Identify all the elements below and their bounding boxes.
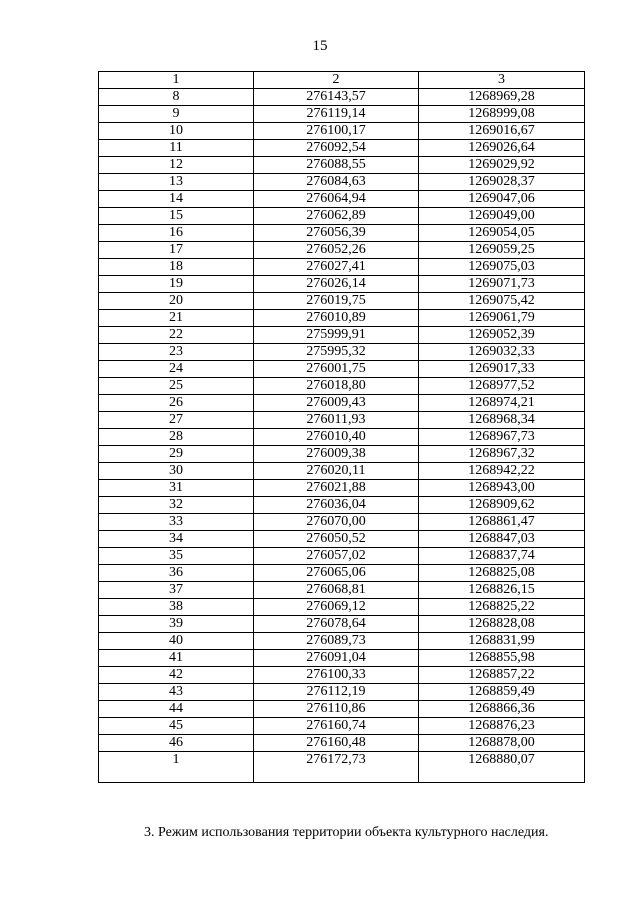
- cell-y-coordinate: 1269061,79: [419, 310, 585, 327]
- cell-point-number: 40: [99, 633, 254, 650]
- table-row: [99, 701, 585, 718]
- cell-y-coordinate: 1269028,37: [419, 174, 585, 191]
- cell-y-coordinate: 1268967,73: [419, 429, 585, 446]
- cell-point-number: 17: [99, 242, 254, 259]
- table-row: [99, 446, 585, 463]
- cell-y-coordinate: 1269049,00: [419, 208, 585, 225]
- page-number: 15: [312, 38, 328, 54]
- cell-x-coordinate: 276064,94: [254, 191, 419, 208]
- cell-x-coordinate: 276050,52: [254, 531, 419, 548]
- table-row: [99, 327, 585, 344]
- cell-point-number: 9: [99, 106, 254, 123]
- cell-point-number: 37: [99, 582, 254, 599]
- cell-point-number: 31: [99, 480, 254, 497]
- cell-y-coordinate: 1268855,98: [419, 650, 585, 667]
- table-row: [99, 89, 585, 106]
- table-row: [99, 514, 585, 531]
- cell-point-number: 13: [99, 174, 254, 191]
- table-row: [99, 497, 585, 514]
- cell-y-coordinate: 1268999,08: [419, 106, 585, 123]
- table-row: [99, 684, 585, 701]
- table-row: [99, 667, 585, 684]
- cell-point-number: 46: [99, 735, 254, 752]
- cell-x-coordinate: 275995,32: [254, 344, 419, 361]
- header-cell-y: 3: [419, 72, 585, 89]
- cell-x-coordinate: 276052,26: [254, 242, 419, 259]
- cell-point-number: 44: [99, 701, 254, 718]
- cell-x-coordinate: 276100,17: [254, 123, 419, 140]
- cell-point-number: 43: [99, 684, 254, 701]
- table-row: [99, 242, 585, 259]
- cell-point-number: 36: [99, 565, 254, 582]
- cell-x-coordinate: 276018,80: [254, 378, 419, 395]
- cell-y-coordinate: 1269071,73: [419, 276, 585, 293]
- cell-x-coordinate: 276088,55: [254, 157, 419, 174]
- cell-point-number: 10: [99, 123, 254, 140]
- table-row: [99, 463, 585, 480]
- cell-y-coordinate: 1269059,25: [419, 242, 585, 259]
- cell-x-coordinate: 276070,00: [254, 514, 419, 531]
- cell-x-coordinate: 276119,14: [254, 106, 419, 123]
- table-row: [99, 344, 585, 361]
- cell-point-number: 22: [99, 327, 254, 344]
- cell-point-number: 21: [99, 310, 254, 327]
- cell-x-coordinate: 276112,19: [254, 684, 419, 701]
- table-row: [99, 191, 585, 208]
- cell-y-coordinate: 1269075,03: [419, 259, 585, 276]
- cell-point-number: 14: [99, 191, 254, 208]
- cell-point-number: 28: [99, 429, 254, 446]
- cell-y-coordinate: 1268837,74: [419, 548, 585, 565]
- cell-y-coordinate: 1268857,22: [419, 667, 585, 684]
- cell-point-number: 11: [99, 140, 254, 157]
- table-row: [99, 599, 585, 616]
- cell-x-coordinate: 276026,14: [254, 276, 419, 293]
- cell-y-coordinate: 1268943,00: [419, 480, 585, 497]
- cell-point-number: 34: [99, 531, 254, 548]
- cell-x-coordinate: 276092,54: [254, 140, 419, 157]
- cell-y-coordinate: 1269017,33: [419, 361, 585, 378]
- cell-y-coordinate: 1268825,08: [419, 565, 585, 582]
- cell-point-number: 18: [99, 259, 254, 276]
- cell-point-number: 12: [99, 157, 254, 174]
- table-header-row: [99, 72, 585, 89]
- cell-x-coordinate: 276100,33: [254, 667, 419, 684]
- cell-x-coordinate: 276078,64: [254, 616, 419, 633]
- table-row: [99, 361, 585, 378]
- cell-x-coordinate: 276062,89: [254, 208, 419, 225]
- table-row: [99, 582, 585, 599]
- header-cell-x: 2: [254, 72, 419, 89]
- cell-y-coordinate: 1268859,49: [419, 684, 585, 701]
- cell-y-coordinate: 1268967,32: [419, 446, 585, 463]
- cell-point-number: 29: [99, 446, 254, 463]
- cell-x-coordinate: 276009,43: [254, 395, 419, 412]
- cell-x-coordinate: 276143,57: [254, 89, 419, 106]
- cell-x-coordinate: 276110,86: [254, 701, 419, 718]
- table-row: [99, 633, 585, 650]
- cell-y-coordinate: 1268826,15: [419, 582, 585, 599]
- cell-x-coordinate: 276069,12: [254, 599, 419, 616]
- cell-point-number: 19: [99, 276, 254, 293]
- cell-point-number: 45: [99, 718, 254, 735]
- cell-x-coordinate: 276172,73: [254, 752, 419, 783]
- cell-x-coordinate: 276019,75: [254, 293, 419, 310]
- table-row: [99, 174, 585, 191]
- cell-y-coordinate: 1268825,22: [419, 599, 585, 616]
- table-row: [99, 276, 585, 293]
- cell-x-coordinate: 276068,81: [254, 582, 419, 599]
- cell-point-number: 30: [99, 463, 254, 480]
- table-row: [99, 259, 585, 276]
- cell-y-coordinate: 1268866,36: [419, 701, 585, 718]
- table-row: [99, 378, 585, 395]
- cell-x-coordinate: 276089,73: [254, 633, 419, 650]
- cell-y-coordinate: 1268847,03: [419, 531, 585, 548]
- table-row: [99, 616, 585, 633]
- cell-point-number: 39: [99, 616, 254, 633]
- cell-x-coordinate: 276084,63: [254, 174, 419, 191]
- table-row: [99, 752, 585, 783]
- cell-y-coordinate: 1268828,08: [419, 616, 585, 633]
- cell-x-coordinate: 276010,40: [254, 429, 419, 446]
- table-row: [99, 123, 585, 140]
- cell-point-number: 26: [99, 395, 254, 412]
- cell-y-coordinate: 1268831,99: [419, 633, 585, 650]
- cell-y-coordinate: 1269075,42: [419, 293, 585, 310]
- cell-y-coordinate: 1269032,33: [419, 344, 585, 361]
- table-row: [99, 412, 585, 429]
- cell-point-number: 35: [99, 548, 254, 565]
- cell-x-coordinate: 276027,41: [254, 259, 419, 276]
- table-row: [99, 480, 585, 497]
- cell-point-number: 32: [99, 497, 254, 514]
- cell-point-number: 15: [99, 208, 254, 225]
- cell-x-coordinate: 276056,39: [254, 225, 419, 242]
- table-row: [99, 157, 585, 174]
- cell-point-number: 27: [99, 412, 254, 429]
- cell-point-number: 24: [99, 361, 254, 378]
- section-heading: 3. Режим использования территории объекта культурного наследия.: [144, 825, 549, 840]
- cell-point-number: 8: [99, 89, 254, 106]
- cell-point-number: 33: [99, 514, 254, 531]
- table-row: [99, 735, 585, 752]
- table-row: [99, 106, 585, 123]
- cell-x-coordinate: 276160,74: [254, 718, 419, 735]
- cell-y-coordinate: 1268861,47: [419, 514, 585, 531]
- cell-x-coordinate: 276036,04: [254, 497, 419, 514]
- table-row: [99, 429, 585, 446]
- cell-y-coordinate: 1269047,06: [419, 191, 585, 208]
- table-row: [99, 140, 585, 157]
- cell-point-number: 23: [99, 344, 254, 361]
- table-row: [99, 225, 585, 242]
- cell-y-coordinate: 1268876,23: [419, 718, 585, 735]
- cell-x-coordinate: 275999,91: [254, 327, 419, 344]
- table-row: [99, 718, 585, 735]
- cell-y-coordinate: 1268977,52: [419, 378, 585, 395]
- cell-point-number: 38: [99, 599, 254, 616]
- table-row: [99, 565, 585, 582]
- cell-x-coordinate: 276010,89: [254, 310, 419, 327]
- coordinates-table: [98, 71, 585, 783]
- cell-point-number: 1: [99, 752, 254, 783]
- cell-y-coordinate: 1268974,21: [419, 395, 585, 412]
- cell-point-number: 16: [99, 225, 254, 242]
- cell-x-coordinate: 276057,02: [254, 548, 419, 565]
- cell-x-coordinate: 276009,38: [254, 446, 419, 463]
- cell-x-coordinate: 276091,04: [254, 650, 419, 667]
- cell-x-coordinate: 276021,88: [254, 480, 419, 497]
- table-row: [99, 650, 585, 667]
- cell-y-coordinate: 1269026,64: [419, 140, 585, 157]
- header-cell-point: 1: [99, 72, 254, 89]
- cell-y-coordinate: 1268880,07: [419, 752, 585, 783]
- table-row: [99, 531, 585, 548]
- cell-point-number: 42: [99, 667, 254, 684]
- table-row: [99, 395, 585, 412]
- cell-x-coordinate: 276160,48: [254, 735, 419, 752]
- table-row: [99, 293, 585, 310]
- cell-y-coordinate: 1269016,67: [419, 123, 585, 140]
- cell-point-number: 20: [99, 293, 254, 310]
- cell-y-coordinate: 1269029,92: [419, 157, 585, 174]
- cell-y-coordinate: 1268878,00: [419, 735, 585, 752]
- cell-y-coordinate: 1268968,34: [419, 412, 585, 429]
- cell-y-coordinate: 1268942,22: [419, 463, 585, 480]
- cell-y-coordinate: 1268909,62: [419, 497, 585, 514]
- cell-x-coordinate: 276011,93: [254, 412, 419, 429]
- table-row: [99, 548, 585, 565]
- table-body: [99, 89, 585, 783]
- cell-point-number: 41: [99, 650, 254, 667]
- cell-y-coordinate: 1269052,39: [419, 327, 585, 344]
- cell-point-number: 25: [99, 378, 254, 395]
- table-row: [99, 208, 585, 225]
- table-row: [99, 310, 585, 327]
- cell-x-coordinate: 276001,75: [254, 361, 419, 378]
- cell-y-coordinate: 1268969,28: [419, 89, 585, 106]
- cell-x-coordinate: 276020,11: [254, 463, 419, 480]
- cell-y-coordinate: 1269054,05: [419, 225, 585, 242]
- cell-x-coordinate: 276065,06: [254, 565, 419, 582]
